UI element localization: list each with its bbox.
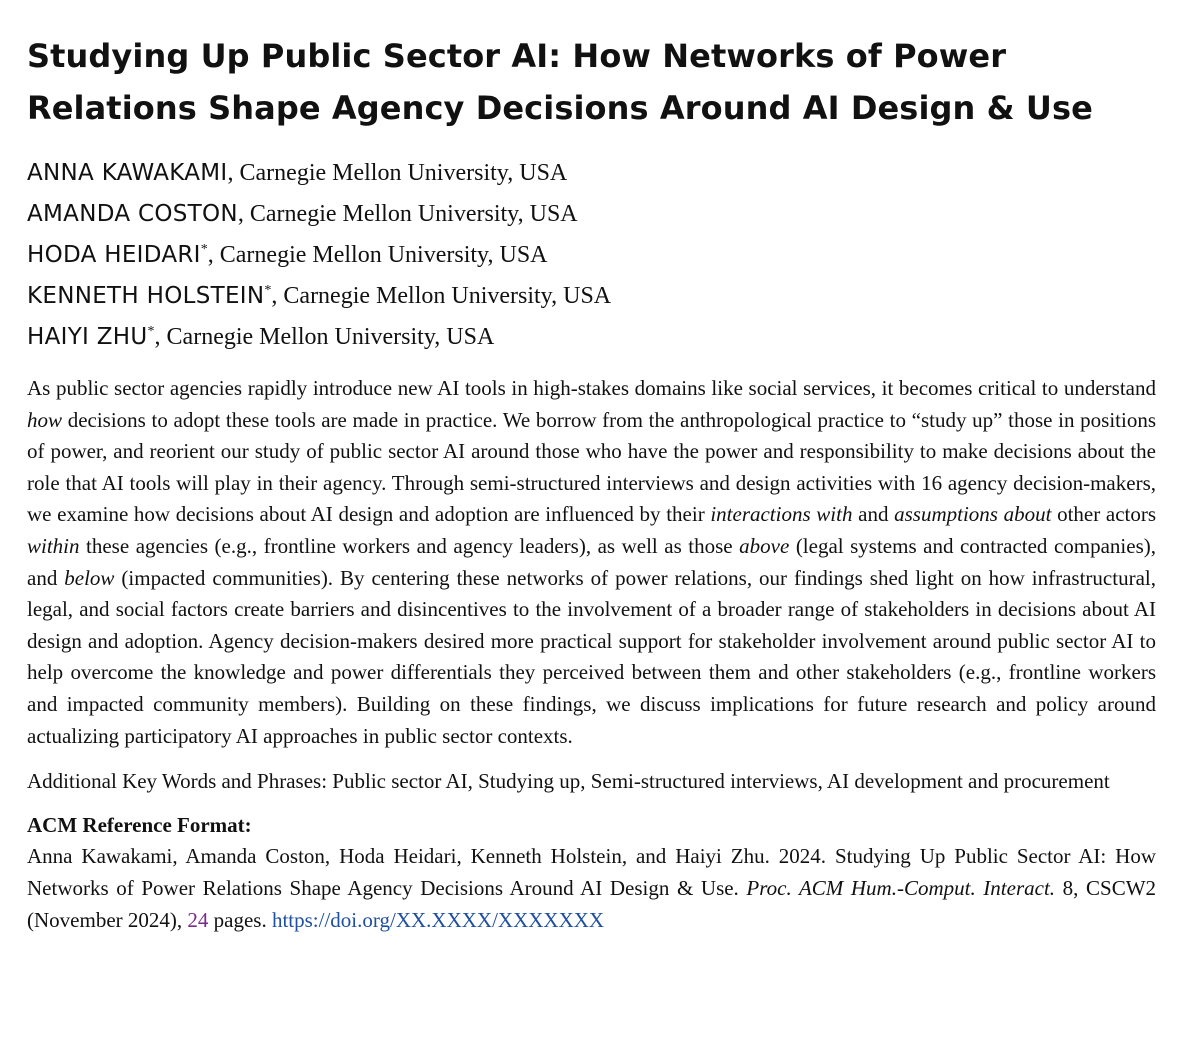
abstract-text: (legal systems and contracted companies), and (27, 533, 1156, 590)
abstract-emphasis: interactions with (710, 502, 853, 527)
author-entry (27, 150, 1156, 191)
equal-advising-mark: * (200, 242, 208, 257)
author-name: HODA HEIDARI (27, 242, 201, 268)
author-affiliation: , Carnegie Mellon University, USA (237, 201, 578, 227)
author-affiliation: , Carnegie Mellon University, USA (227, 160, 568, 186)
author-entry (27, 273, 1156, 314)
citation-volume: 8, CSCW2 (November 2024), (27, 875, 1157, 932)
author-name: KENNETH HOLSTEIN (27, 283, 265, 309)
abstract-text: other actors (1051, 502, 1157, 527)
abstract-text: decisions to adopt these tools are made in practice. We borrow from the anthropological practice to “study up” those in positions of power, and reorient our study of public sector AI around those who have the power and responsibility to make decisions about the role that AI tools will play in their agency. Through semi-structured interviews and design activities with 16 agency decision-makers, we examine how decisions about AI design and adoption are influenced by their (27, 407, 1156, 527)
equal-advising-mark: * (264, 283, 272, 298)
equal-advising-mark: * (147, 324, 155, 339)
author-name: HAIYI ZHU (27, 324, 148, 350)
author-entry (27, 314, 1156, 355)
abstract-text: As public sector agencies rapidly introduce new AI tools in high-stakes domains like social services, it becomes critical to understand (27, 376, 1156, 400)
citation-pages-suffix: pages. (208, 907, 272, 932)
keywords: Additional Key Words and Phrases: Public sector AI, Studying up, Semi-structured interviews, AI development and procurement (27, 769, 1110, 794)
reference-citation (27, 841, 1156, 936)
paper-title-line-2: Relations Shape Agency Decisions Around AI Design & Use (27, 89, 1093, 127)
abstract-text: and (852, 502, 895, 527)
abstract-emphasis: assumptions about (894, 502, 1052, 527)
author-entry (27, 232, 1156, 273)
author-affiliation: , Carnegie Mellon University, USA (271, 283, 612, 309)
abstract-emphasis: within (27, 533, 80, 558)
journal-name: Proc. ACM Hum.-Comput. Interact. (746, 875, 1056, 900)
author-name: AMANDA COSTON (27, 201, 238, 227)
author-list (27, 150, 1156, 355)
doi-link[interactable]: https://doi.org/XX.XXXX/XXXXXXX (271, 907, 605, 932)
abstract-emphasis: how (27, 407, 63, 432)
abstract (27, 373, 1156, 752)
reference-heading: ACM Reference Format: (27, 812, 252, 837)
author-affiliation: , Carnegie Mellon University, USA (207, 242, 548, 268)
abstract-text: (impacted communities). By centering these networks of power relations, our findings shed light on how infrastructural, legal, and social factors create barriers and disincentives to the involvement of a broader range of stakeholders in decisions about AI design and adoption. Agency decision-makers desired more practical support for stakeholder involvement around public sector AI to help overcome the knowledge and power differentials they perceived between them and other stakeholders (e.g., frontline workers and impacted community members). Building on these findings, we discuss implications for future research and policy around actualizing participatory AI approaches in public sector contexts. (27, 565, 1156, 748)
abstract-emphasis: above (739, 533, 790, 558)
page-count-link[interactable]: 24 (187, 907, 209, 932)
citation-text: Anna Kawakami, Amanda Coston, Hoda Heidari, Kenneth Holstein, and Haiyi Zhu. 2024. Studying Up Public Sector AI: How Networks of Power Relations Shape Agency Decisions Around AI Design & Use. (27, 844, 1156, 900)
abstract-emphasis: below (64, 565, 115, 590)
author-affiliation: , Carnegie Mellon University, USA (154, 324, 495, 350)
paper-title-line-1: Studying Up Public Sector AI: How Networks of Power (27, 37, 1007, 75)
paper-title (27, 30, 1156, 134)
abstract-text: these agencies (e.g., frontline workers and agency leaders), as well as those (79, 533, 740, 558)
author-entry (27, 191, 1156, 232)
author-name: ANNA KAWAKAMI (27, 160, 228, 186)
